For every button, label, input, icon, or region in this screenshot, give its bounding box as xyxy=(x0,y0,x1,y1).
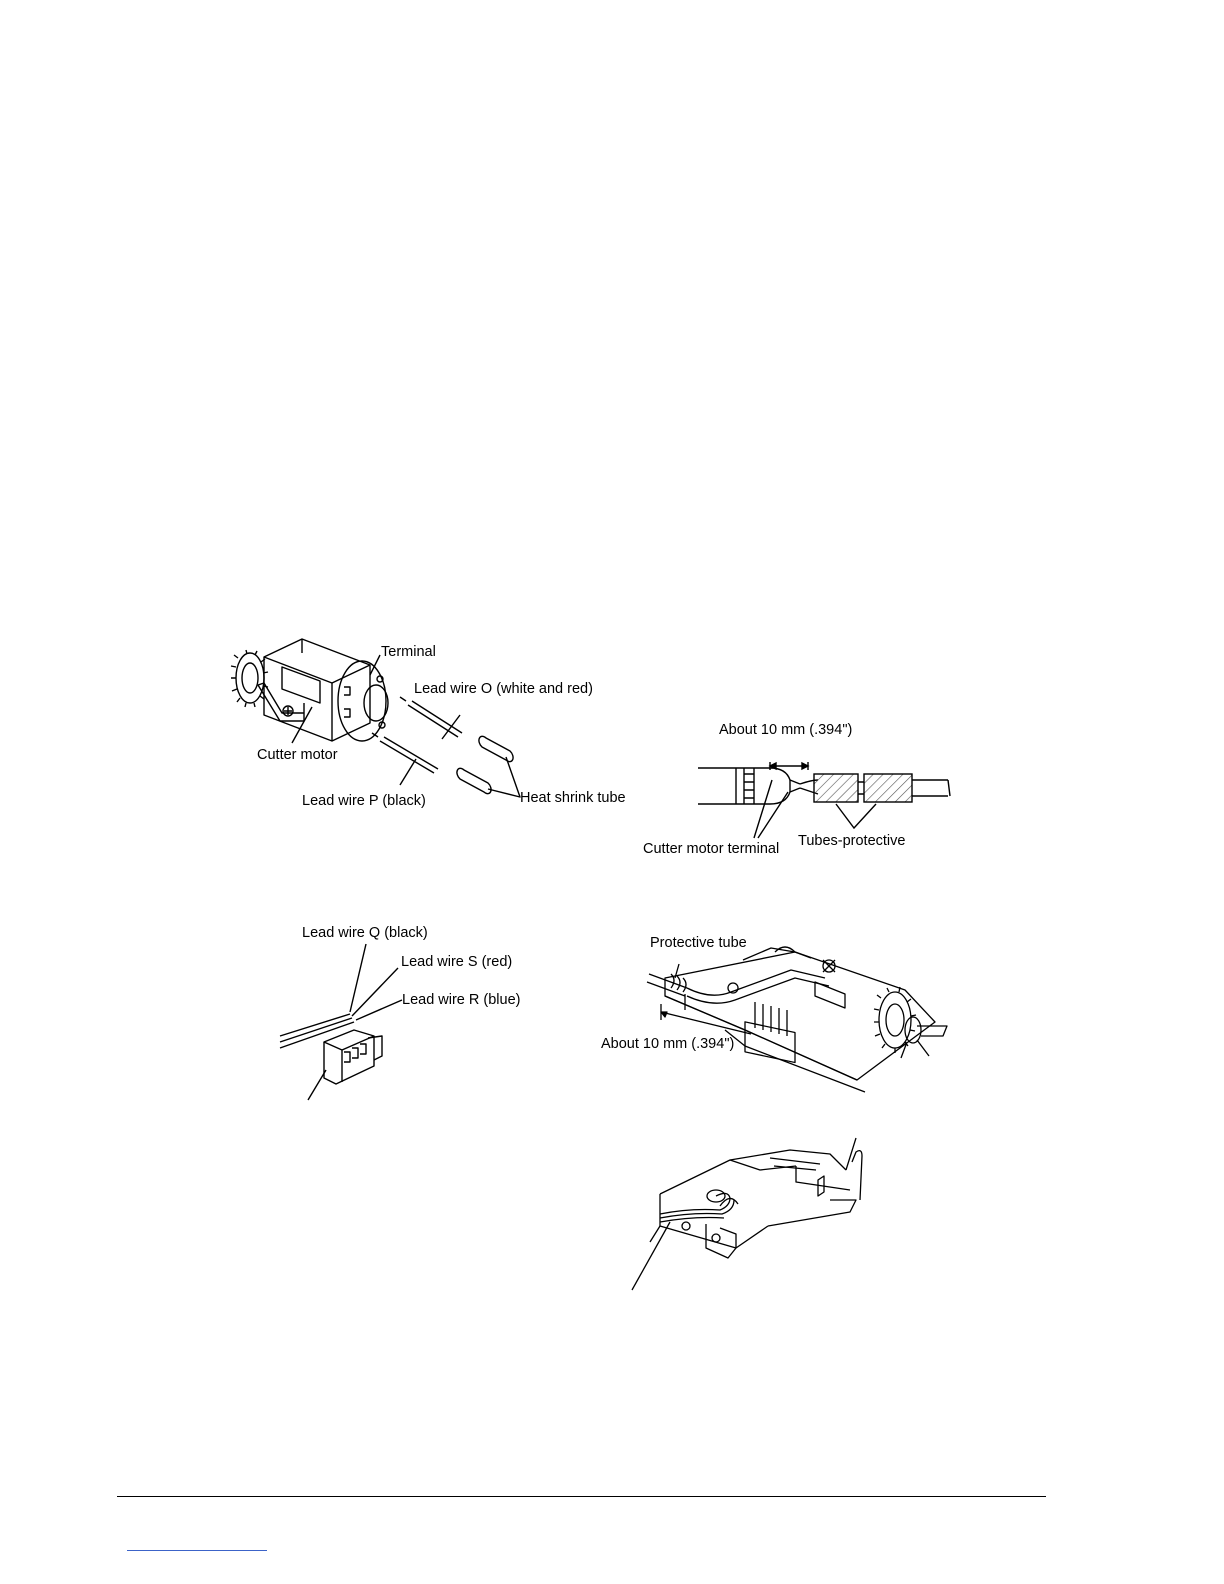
lead-wire-r-label: Lead wire R (blue) xyxy=(402,992,521,1008)
protective-tube-label: Protective tube xyxy=(650,935,747,951)
lead-wire-o-label: Lead wire O (white and red) xyxy=(414,681,593,697)
lead-wire-s-label: Lead wire S (red) xyxy=(401,954,513,970)
lead-wire-q-label: Lead wire Q (black) xyxy=(302,925,428,941)
cutter-motor-figure xyxy=(220,625,650,825)
footer-link-underline[interactable] xyxy=(127,1550,267,1551)
connector-figure xyxy=(270,920,560,1105)
wire-routing-drawing xyxy=(620,1130,880,1295)
unit-assembly-drawing xyxy=(595,930,955,1095)
heat-shrink-tube-label: Heat shrink tube xyxy=(520,790,626,806)
cutter-motor-label: Cutter motor xyxy=(257,747,338,763)
tubes-protective-label: Tubes-protective xyxy=(798,833,906,849)
terminal-label: Terminal xyxy=(381,644,436,660)
wire-routing-figure xyxy=(620,1130,880,1295)
footer-rule xyxy=(117,1496,1046,1497)
terminal-detail-figure xyxy=(640,720,960,865)
unit-assembly-figure xyxy=(595,930,955,1095)
about-length-label: About 10 mm (.394") xyxy=(719,722,853,738)
lead-wire-p-label: Lead wire P (black) xyxy=(302,793,426,809)
cutter-motor-terminal-label: Cutter motor terminal xyxy=(643,841,780,857)
connector-drawing xyxy=(270,920,560,1105)
about-length-label: About 10 mm (.394") xyxy=(601,1036,735,1052)
